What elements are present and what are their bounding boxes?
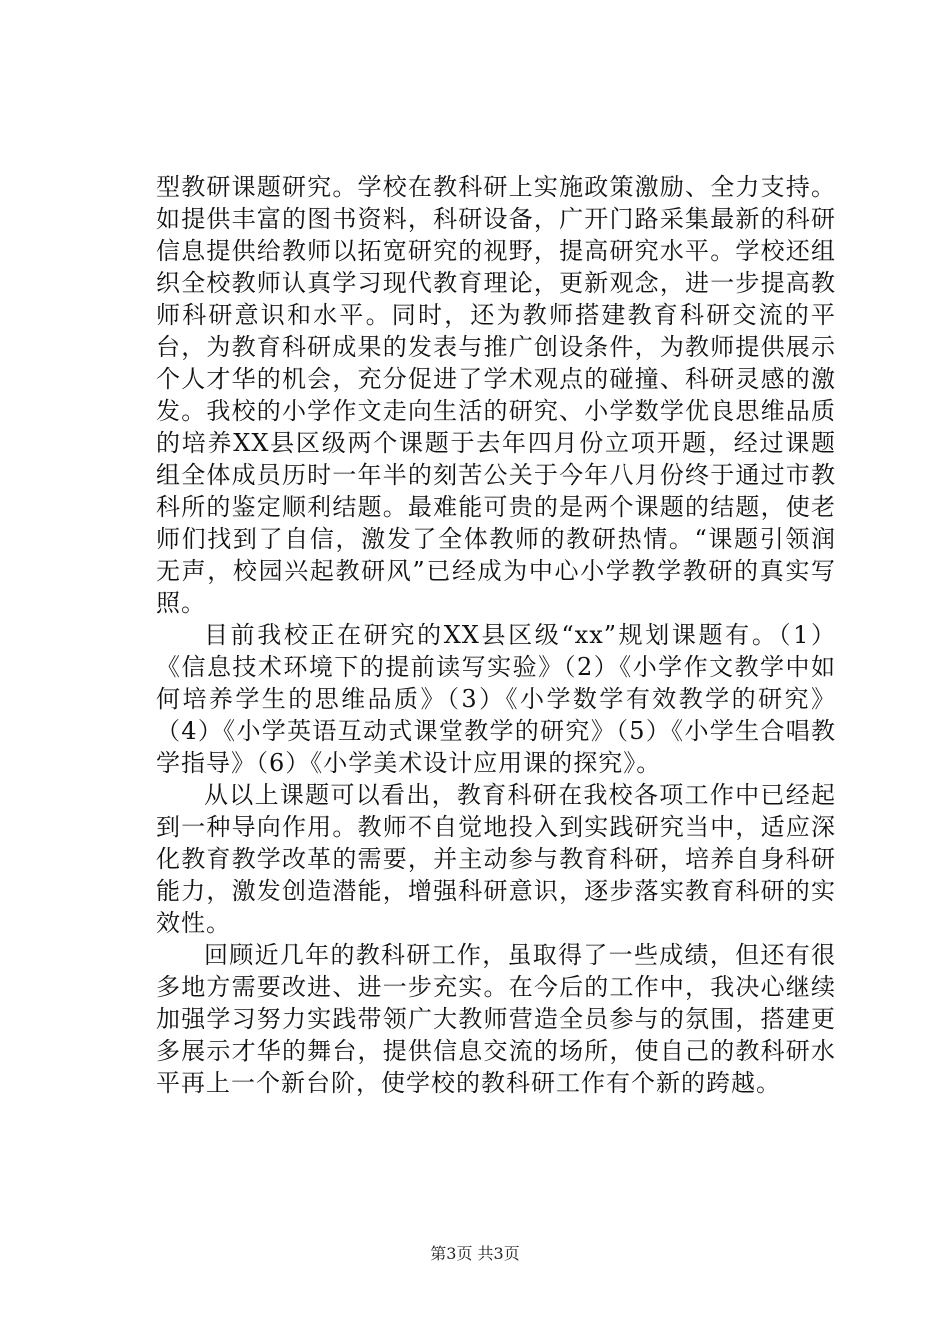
paragraph-guiding-role: 从以上课题可以看出，教育科研在我校各项工作中已经起到一种导向作用。教师不自觉地投入到实践研究当中，适应深化教育教学改革的需要，并主动参与教育科研，培养自身科研能力，激发创造潜能，增强科研意识，逐步落实教育科研的实效性。 [156,781,836,937]
paragraph-continuation: 型教研课题研究。学校在教科研上实施政策激励、全力支持。如提供丰富的图书资料，科研设备，广开门路采集最新的科研信息提供给教师以拓宽研究的视野，提高研究水平。学校还组织全校教师认真学习现代教育理论，更新观念，进一步提高教师科研意识和水平。同时，还为教师搭建教育科研交流的平台，为教育科研成果的发表与推广创设条件，为教师提供展示个人才华的机会，充分促进了学术观点的碰撞、科研灵感的激发。我校的小学作文走向生活的研究、小学数学优良思维品质的培养XX县区级两个课题于去年四月份立项开题，经过课题组全体成员历时一年半的刻苦公关于今年八月份终于通过市教科所的鉴定顺利结题。最难能可贵的是两个课题的结题，使老师们找到了自信，激发了全体教师的教研热情。“课题引领润无声，校园兴起教研风”已经成为中心小学教学教研的真实写照。 [156,173,836,617]
page-footer: 第3页 共3页 [430,1244,520,1263]
document-body [156,171,836,1099]
paragraph-research-topics: 目前我校正在研究的XX县区级“xx”规划课题有。（1）《信息技术环境下的提前读写实验》（2）《小学作文教学中如何培养学生的思维品质》（3）《小学数学有效教学的研究》（4）《小学英语互动式课堂教学的研究》（5）《小学生合唱教学指导》（6）《小学美术设计应用课的探究》。 [156,621,836,777]
paragraph-review: 回顾近几年的教科研工作，虽取得了一些成绩，但还有很多地方需要改进、进一步充实。在今后的工作中，我决心继续加强学习努力实践带领广大教师营造全员参与的氛围，搭建更多展示才华的舞台，提供信息交流的场所，使自己的教科研水平再上一个新台阶，使学校的教科研工作有个新的跨越。 [156,941,836,1097]
